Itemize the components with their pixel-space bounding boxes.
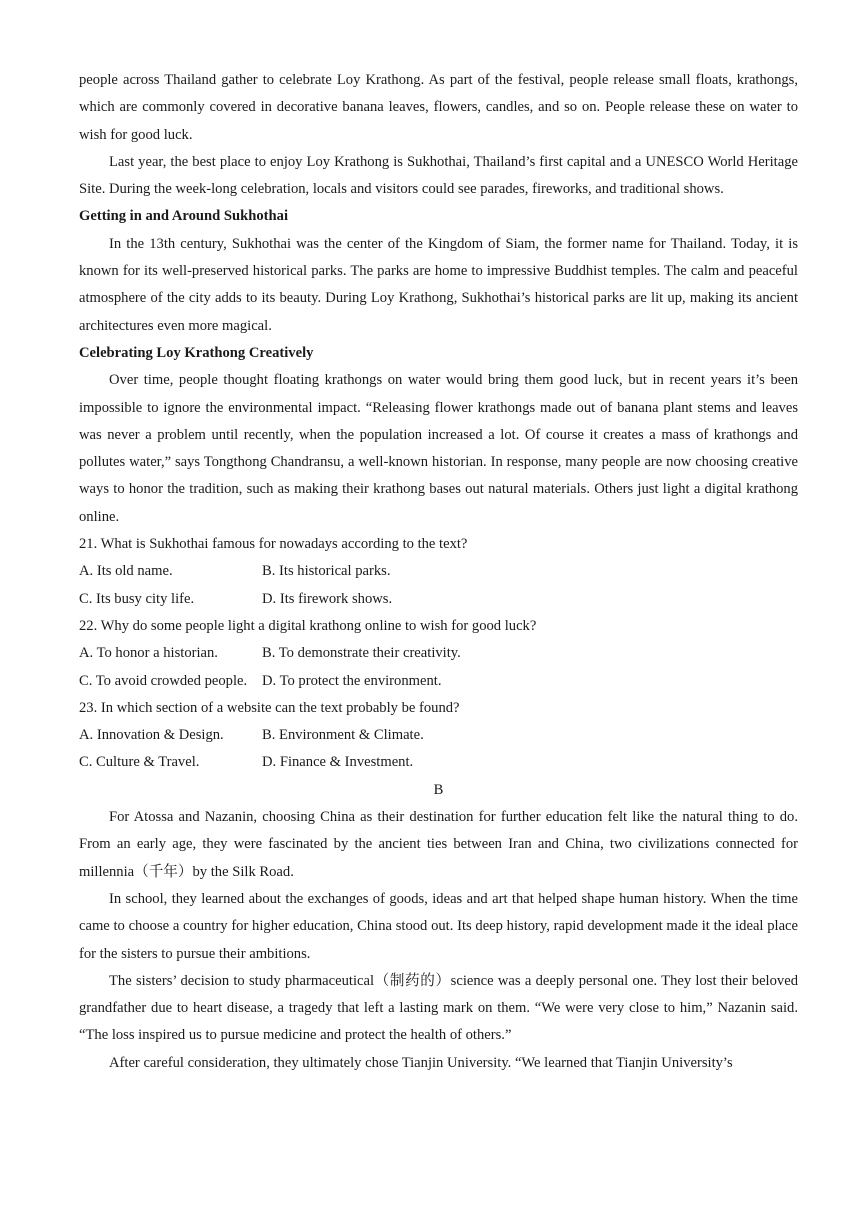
- question-22: [79, 613, 798, 695]
- option-b: B. To demonstrate their creativity.: [262, 645, 461, 662]
- paragraph-a1: people across Thailand gather to celebrate Loy Krathong. As part of the festival, people release small floats, krathongs, which are commonly covered in decorative banana leaves, flowers, candles, and so on. People release these on water to wish for good luck.: [79, 72, 798, 143]
- paragraph-b1: For Atossa and Nazanin, choosing China as their destination for further education felt like the natural thing to do. From an early age, they were fascinated by the ancient ties between Iran and China, two civilizations connected for millennia（千年）by the Silk Road.: [79, 809, 798, 880]
- option-row: [79, 668, 798, 695]
- option-row: [79, 586, 798, 613]
- option-c: C. Its busy city life.: [79, 590, 195, 607]
- paragraph-b3: The sisters’ decision to study pharmaceutical（制药的）science was a deeply personal one. They lost their beloved grandfather due to heart disease, a tragedy that left a lasting mark on them. “We were very close to him,” Nazanin said. “The loss inspired us to pursue medicine and protect the health of others.”: [79, 972, 798, 1044]
- paragraph-a4: Over time, people thought floating krathongs on water would bring them good luck, but in recent years it’s been impossible to ignore the environmental impact. “Releasing flower krathongs made out of banana plant stems and leaves was never a problem until recently, when the population increased a lot. Of course it creates a mass of krathongs and pollutes water,” says Tongthong Chandransu, a well-known historian. In response, many people are now choosing creative ways to honor the tradition, such as making their krathong bases out natural materials. Others just light a digital krathong online.: [79, 372, 798, 525]
- section-heading-getting-around: Getting in and Around Sukhothai: [79, 208, 288, 225]
- paragraph-a2: Last year, the best place to enjoy Loy Krathong is Sukhothai, Thailand’s first capital and a UNESCO World Heritage Site. During the week-long celebration, locals and visitors could see parades, fireworks, and traditional shows.: [79, 153, 798, 198]
- option-a: A. Innovation & Design.: [79, 727, 224, 744]
- option-row: [79, 749, 798, 776]
- option-row: [79, 640, 798, 667]
- option-d: D. To protect the environment.: [262, 672, 442, 689]
- option-d: D. Its firework shows.: [262, 590, 393, 607]
- option-row: [79, 722, 798, 749]
- question-stem: 22. Why do some people light a digital krathong online to wish for good luck?: [79, 617, 537, 634]
- option-a: A. Its old name.: [79, 563, 173, 580]
- section-label-b: B: [433, 781, 444, 798]
- option-b: B. Environment & Climate.: [262, 727, 424, 744]
- section-heading-celebrating: Celebrating Loy Krathong Creatively: [79, 344, 314, 361]
- paragraph-b2: In school, they learned about the exchanges of goods, ideas and art that helped shape human history. When the time came to choose a country for higher education, China stood out. Its deep history, rapid development made it the ideal place for the sisters to pursue their ambitions.: [79, 890, 798, 962]
- option-a: A. To honor a historian.: [79, 645, 218, 662]
- question-stem: 23. In which section of a website can the text probably be found?: [79, 699, 460, 716]
- question-23: [79, 695, 798, 777]
- paragraph-a3: In the 13th century, Sukhothai was the center of the Kingdom of Siam, the former name for Thailand. Today, it is known for its well-preserved historical parks. The parks are home to impressive Buddhist temples. The calm and peaceful atmosphere of the city adds to its beauty. During Loy Krathong, Sukhothai’s historical parks are lit up, making its ancient architectures even more magical.: [79, 235, 798, 334]
- option-c: C. To avoid crowded people.: [79, 672, 248, 689]
- question-stem: 21. What is Sukhothai famous for nowadays according to the text?: [79, 536, 468, 553]
- option-row: [79, 558, 798, 585]
- question-21: [79, 531, 798, 613]
- paragraph-b4: After careful consideration, they ultimately chose Tianjin University. “We learned that Tianjin University’s: [109, 1054, 733, 1071]
- option-b: B. Its historical parks.: [262, 563, 391, 580]
- option-c: C. Culture & Travel.: [79, 754, 200, 771]
- option-d: D. Finance & Investment.: [262, 754, 414, 771]
